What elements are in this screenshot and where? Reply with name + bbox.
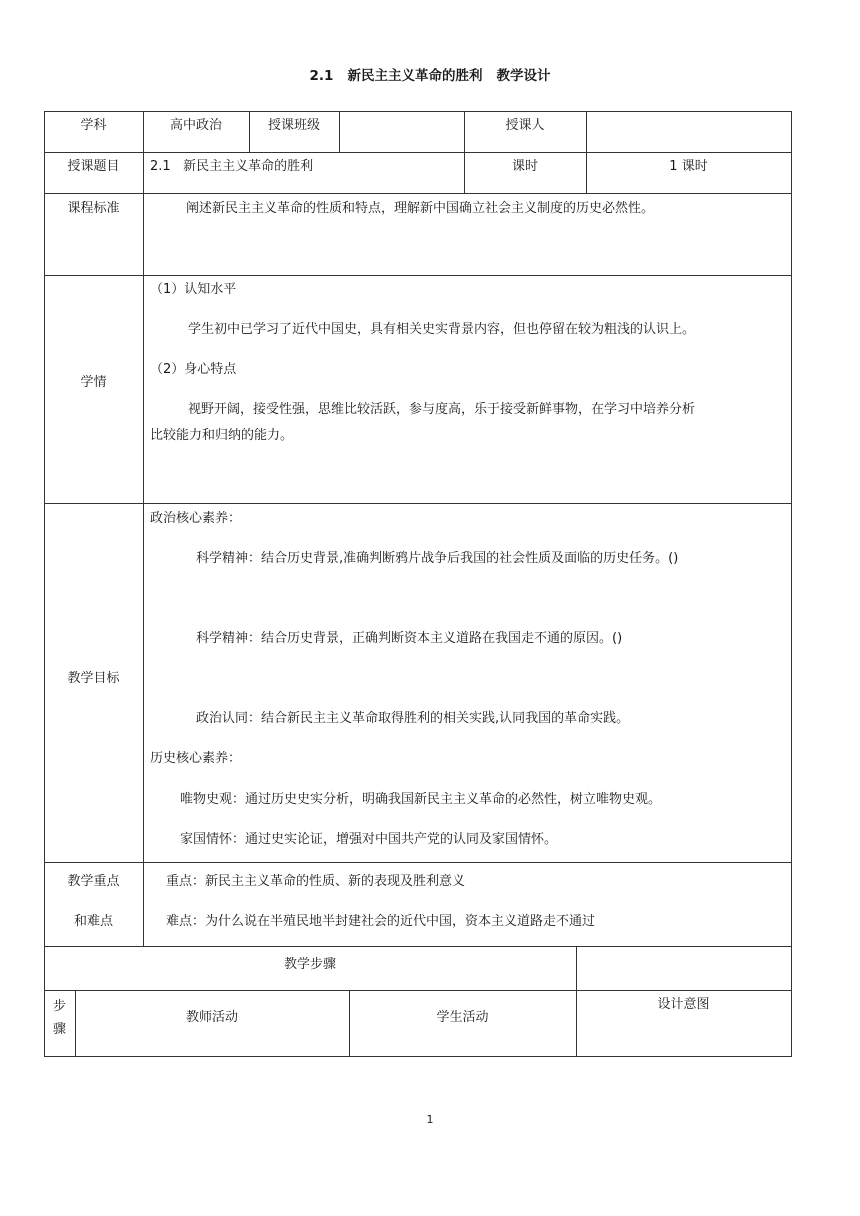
goal-item: 唯物史观：通过历史史实分析，明确我国新民主主义革命的必然性，树立唯物史观。: [180, 792, 662, 807]
step-label-a: 步: [52, 999, 66, 1014]
page-number: 1: [426, 1113, 434, 1126]
class-label: 授课班级: [267, 118, 320, 133]
cognitive-heading: （1）认知水平: [150, 282, 237, 297]
keypoints-label-2: 和难点: [73, 914, 113, 929]
subject-value: 高中政治: [169, 118, 222, 133]
history-heading: 历史核心素养：: [150, 751, 242, 766]
title-name: 新民主主义革命的胜利: [347, 68, 483, 84]
student-activity-header: 学生活动: [436, 1010, 489, 1025]
step-label-b: 骤: [52, 1022, 66, 1037]
goal-item: 家国情怀：通过史实论证，增强对中国共产党的认同及家国情怀。: [180, 832, 558, 847]
table-border: [44, 111, 792, 112]
table-border: [44, 193, 792, 194]
goals-label: 教学目标: [67, 671, 120, 686]
steps-header: 教学步骤: [283, 957, 336, 972]
keypoints-label: 教学重点: [67, 874, 120, 889]
hours-value: 1 课时: [669, 159, 708, 174]
teacher-label: 授课人: [505, 118, 545, 133]
title-number: 2.1: [309, 68, 334, 84]
difficult-point: 难点：为什么说在半殖民地半封建社会的近代中国，资本主义道路走不通过: [166, 914, 596, 929]
goal-item: 政治认同：结合新民主主义革命取得胜利的相关实践,认同我国的革命实践。: [196, 711, 630, 726]
standard-text: 阐述新民主主义革命的性质和特点，理解新中国确立社会主义制度的历史必然性。: [186, 201, 655, 216]
politics-heading: 政治核心素养：: [150, 511, 242, 526]
traits-heading: （2）身心特点: [150, 362, 237, 377]
table-border: [44, 1056, 792, 1057]
table-border: [586, 111, 587, 193]
teacher-activity-header: 教师活动: [185, 1010, 238, 1025]
table-border: [44, 990, 792, 991]
goal-item: 科学精神：结合历史背景,准确判断鸦片战争后我国的社会性质及面临的历史任务。(): [196, 551, 679, 566]
table-border: [791, 111, 792, 1057]
table-border: [339, 111, 340, 152]
design-intent-header: 设计意图: [657, 997, 710, 1012]
learning-label: 学情: [80, 375, 107, 390]
table-border: [44, 946, 792, 947]
standard-label: 课程标准: [67, 201, 120, 216]
subject-label: 学科: [80, 118, 107, 133]
topic-label: 授课题目: [67, 159, 120, 174]
table-border: [44, 275, 792, 276]
key-point: 重点：新民主主义革命的性质、新的表现及胜利意义: [166, 874, 466, 889]
goal-item: 科学精神：结合历史背景，正确判断资本主义道路在我国走不通的原因。(): [196, 631, 623, 646]
table-border: [44, 503, 792, 504]
title-suffix: 教学设计: [496, 68, 551, 84]
table-border: [143, 111, 144, 946]
table-border: [44, 152, 792, 153]
document-title: [0, 64, 860, 84]
traits-text-1: 视野开阔，接受性强，思维比较活跃，参与度高，乐于接受新鲜事物，在学习中培养分析: [188, 402, 696, 417]
traits-text-2: 比较能力和归纳的能力。: [150, 428, 294, 443]
hours-label: 课时: [511, 159, 538, 174]
table-border: [44, 862, 792, 863]
cognitive-text: 学生初中已学习了近代中国史，具有相关史实背景内容，但也停留在较为粗浅的认识上。: [188, 322, 696, 337]
topic-value: 2.1 新民主主义革命的胜利: [150, 159, 314, 174]
